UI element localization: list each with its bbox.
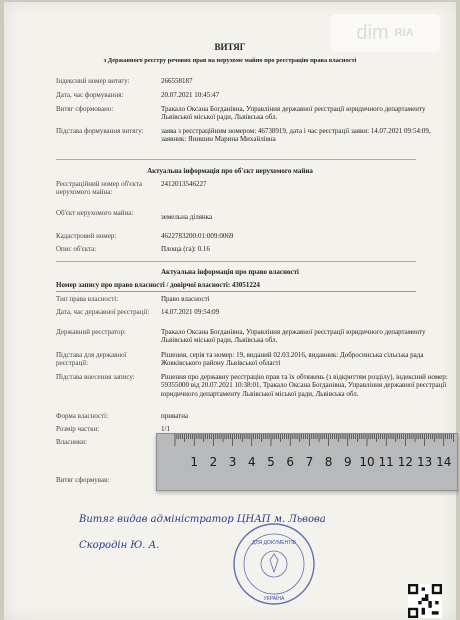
row-value: приватна (161, 412, 189, 420)
row-label: Підстава для державної реєстрації: (56, 351, 127, 368)
ruler-number: 2 (209, 455, 218, 469)
ruler-number: 4 (247, 455, 256, 469)
request-row (56, 91, 456, 101)
row-value: Площа (га): 0.16 (161, 245, 210, 253)
ruler-number: 5 (267, 455, 275, 469)
ruler-number: 14 (436, 455, 452, 469)
ownership-row (56, 328, 456, 348)
row-value: 1/1 (161, 425, 170, 433)
ruler-number: 10 (359, 455, 375, 469)
ruler-number: 1 (190, 455, 199, 469)
row-label: Об'єкт нерухомого майна: (56, 209, 134, 217)
row-label: Державний реєстратор: (56, 328, 126, 336)
document-title: ВИТЯГ (214, 42, 246, 52)
request-row (56, 127, 456, 147)
row-value: заява з реєстраційним номером: 46738919, дата і час реєстрації заяви: 14.07.2021 09:54:09, заявник: Янишин Марина Михайлівна (161, 127, 431, 144)
ruler-number: 13 (416, 455, 433, 469)
row-label: Дата, час державної реєстрації: (56, 308, 150, 316)
object-row (56, 209, 456, 227)
ruler-number: 7 (305, 455, 314, 469)
row-value: 2412013546227 (161, 180, 207, 188)
object-row (56, 180, 456, 206)
ruler-number: 8 (324, 455, 333, 469)
row-label: Розмір частки: (56, 425, 100, 433)
stamp-center-text: ДЛЯ ДОКУМЕНТІВ (252, 540, 296, 546)
row-value: Тракало Оксана Богданівна, Управління державної реєстрації юридичного департаменту Львівської міської ради, Львівська обл. (161, 105, 426, 122)
row-label: Власники: (56, 438, 87, 446)
ownership-section-heading: Актуальна інформація про право власності (161, 268, 299, 276)
ruler-number: 3 (228, 455, 237, 469)
official-stamp (232, 522, 316, 606)
ruler-scale (157, 434, 457, 490)
row-value: 266558187 (161, 77, 193, 85)
row-label: Тип права власності: (56, 295, 119, 303)
object-row (56, 245, 456, 255)
row-label: Реєстраційний номер об'єкта нерухомого майна: (56, 180, 142, 197)
row-label: Індексний номер витягу: (56, 77, 130, 85)
divider (56, 159, 416, 160)
qr-code (408, 584, 442, 618)
row-value: Право власності (161, 295, 210, 303)
row-label: Підстава внесення запису: (56, 373, 135, 381)
ruler-number: 6 (286, 455, 295, 469)
divider (56, 261, 416, 262)
handwritten-note: Витяг видав адміністратор ЦНАП м. Львова (79, 514, 326, 525)
metal-ruler (156, 433, 458, 491)
row-label: Дата, час формування: (56, 91, 124, 99)
request-row (56, 105, 456, 125)
record-number: Номер запису про право власності / довірчої власності: 43051224 (56, 281, 416, 292)
row-label: Форма власності: (56, 412, 109, 420)
row-label: Підстава формування витягу: (56, 127, 144, 135)
row-value: Рішення, серія та номер: 19, виданий 02.03.2016, видавник: Добросинська сільська рада Жовківського району Львівської області (161, 351, 424, 368)
request-row (56, 77, 456, 87)
ruler-number: 11 (378, 455, 394, 469)
row-value: 4622783200:01:009:0069 (161, 232, 234, 240)
issued-by-label: Витяг сформував: (56, 476, 110, 484)
row-value: 20.07.2021 10:45:47 (161, 91, 220, 99)
ownership-row (56, 412, 456, 422)
object-row (56, 232, 456, 242)
ownership-row (56, 295, 456, 305)
row-value: 14.07.2021 09:54:09 (161, 308, 220, 316)
ownership-row (56, 351, 456, 371)
handwritten-signature: Скородін Ю. А. (79, 540, 160, 551)
document-sheet (4, 2, 456, 620)
row-label: Опис об'єкта: (56, 245, 97, 253)
ownership-row (56, 373, 456, 409)
stamp-country: УКРАЇНА (263, 596, 285, 602)
document-subtitle: з Державного реєстру речових прав на нерухоме майно про реєстрацію права власності (103, 57, 357, 64)
row-value: Тракало Оксана Богданівна, Управління державної реєстрації юридичного департаменту Львівської міської ради, Львівська обл. (161, 328, 426, 345)
watermark-brand: dim (356, 21, 389, 44)
row-label: Кадастровий номер: (56, 232, 117, 240)
row-label: Витяг сформовано: (56, 105, 114, 113)
row-value: земельна ділянка (161, 213, 213, 221)
object-section-heading: Актуальна інформація про об'єкт нерухомого майна (147, 167, 313, 175)
watermark-sub: RIA (394, 27, 414, 39)
ruler-number: 12 (397, 455, 414, 469)
row-value: Рішення про державну реєстрацію прав та їх обтяжень (з відкриттям розділу), індексний номер: 59355000 від 20.07.2021 10:38:01, Тракало Оксана Богданівна, Управління державної реєстрації юридичного департаменту Львівської міської ради, Львівська обл. (161, 373, 448, 398)
ownership-row (56, 308, 456, 326)
ruler-number: 9 (343, 455, 352, 469)
